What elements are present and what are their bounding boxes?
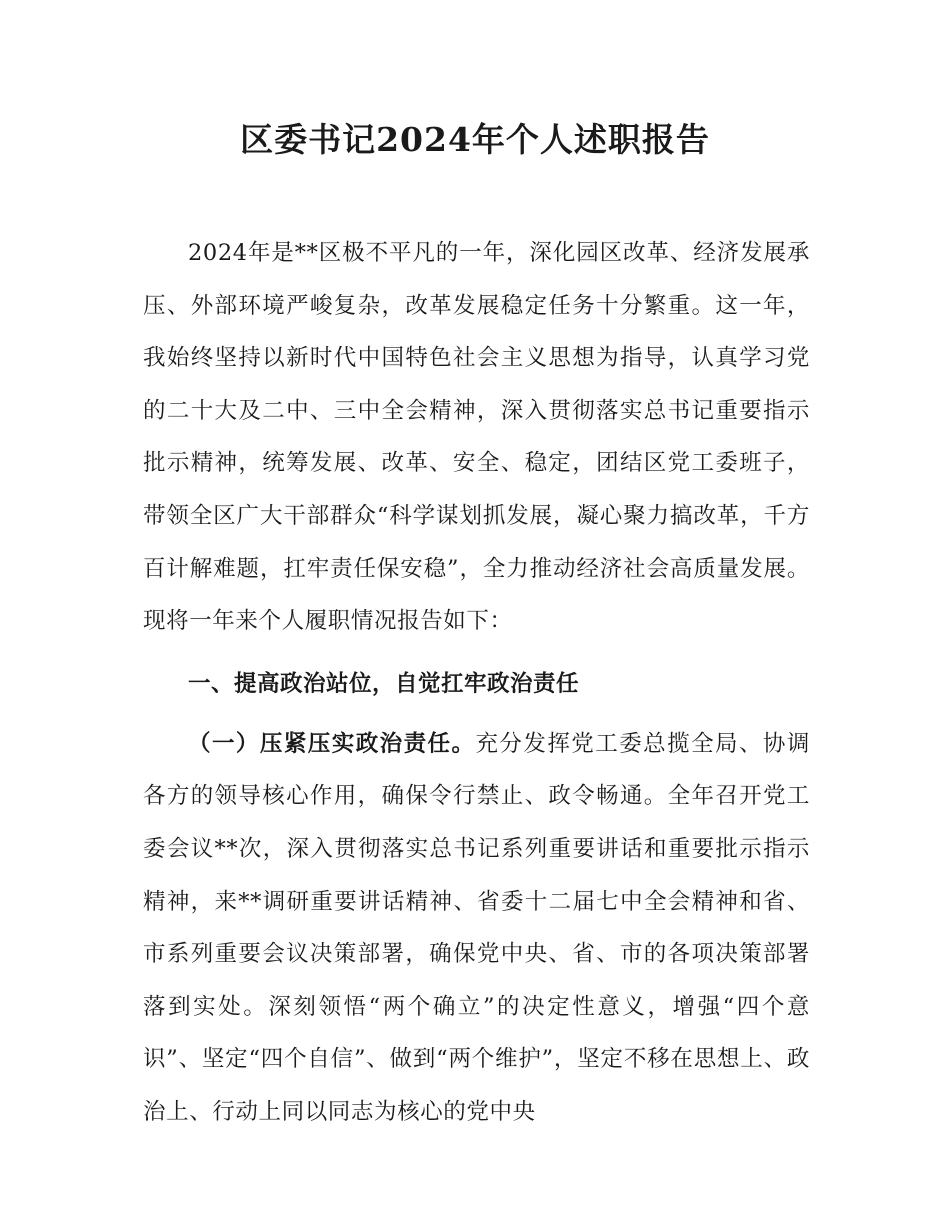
intro-paragraph: 2024年是**区极不平凡的一年，深化园区改革、经济发展承压、外部环境严峻复杂，改革发展稳定任务十分繁重。这一年，我始终坚持以新时代中国特色社会主义思想为指导，认真学习党的二十大及二中、三中全会精神，深入贯彻落实总书记重要指示批示精神，统筹发展、改革、安全、稳定，团结区党工委班子，带领全区广大干部群众“科学谋划抓发展，凝心聚力搞改革，千方百计解难题，扛牢责任保安稳”，全力推动经济社会高质量发展。现将一年来个人履职情况报告如下： xyxy=(143,240,810,635)
document-body xyxy=(143,227,810,1139)
subsection-text: 充分发挥党工委总揽全局、协调各方的领导核心作用，确保令行禁止、政令畅通。全年召开党工委会议**次，深入贯彻落实总书记系列重要讲话和重要批示指示精神，来**调研重要讲话精神、省委十二届七中全会精神和省、市系列重要会议决策部署，确保党中央、省、市的各项决策部署落到实处。深刻领悟“两个确立”的决定性意义，增强“四个意识”、坚定“四个自信”、做到“两个维护”，坚定不移在思想上、政治上、行动上同以同志为核心的党中央 xyxy=(143,730,810,1125)
subsection-paragraph xyxy=(143,718,810,1139)
section-heading: 一、提高政治站位，自觉扛牢政治责任 xyxy=(188,670,580,697)
document-title: 区委书记2024年个人述职报告 xyxy=(240,120,710,159)
subsection-lead: （一）压紧压实政治责任。 xyxy=(188,730,476,757)
